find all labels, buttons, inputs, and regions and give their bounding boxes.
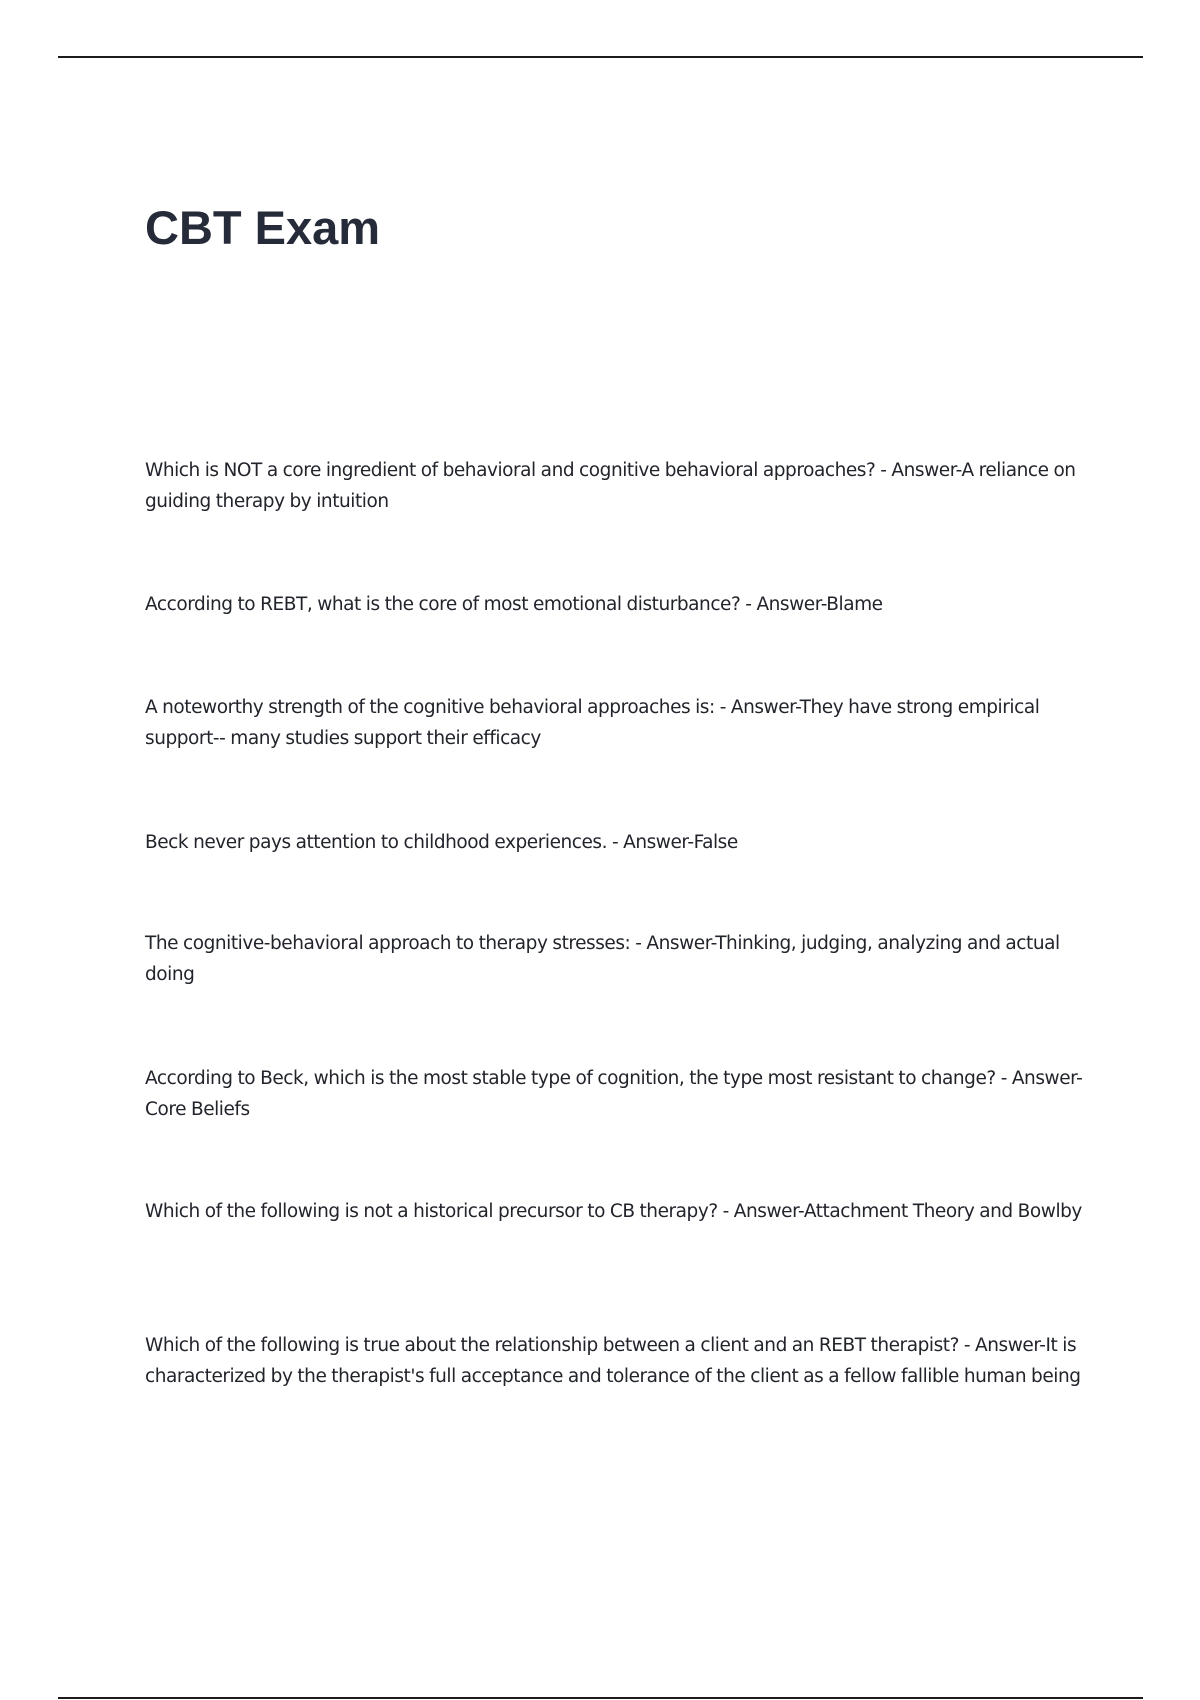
qa-item-5: The cognitive-behavioral approach to therapy stresses: - Answer-Thinking, judging, analyzing and actual doing	[145, 933, 1060, 985]
qa-item-4: Beck never pays attention to childhood experiences. - Answer-False	[145, 832, 738, 853]
footer-rule	[58, 1697, 1143, 1699]
qa-item-1: Which is NOT a core ingredient of behavioral and cognitive behavioral approaches? - Answer-A reliance on guiding therapy by intuition	[145, 460, 1076, 512]
qa-item-3: A noteworthy strength of the cognitive behavioral approaches is: - Answer-They have strong empirical support-- many studies support their efficacy	[145, 697, 1040, 749]
document-title: CBT Exam	[145, 201, 381, 254]
qa-item-2: According to REBT, what is the core of most emotional disturbance? - Answer-Blame	[145, 594, 883, 615]
header-rule	[58, 56, 1143, 58]
qa-item-8: Which of the following is true about the relationship between a client and an REBT therapist? - Answer-It is characterized by the therapist's full acceptance and tolerance of the client as a fellow fallible human being	[145, 1335, 1081, 1387]
qa-item-6: According to Beck, which is the most stable type of cognition, the type most resistant to change? - Answer-Core Beliefs	[145, 1068, 1083, 1120]
qa-item-7: Which of the following is not a historical precursor to CB therapy? - Answer-Attachment Theory and Bowlby	[145, 1201, 1082, 1222]
